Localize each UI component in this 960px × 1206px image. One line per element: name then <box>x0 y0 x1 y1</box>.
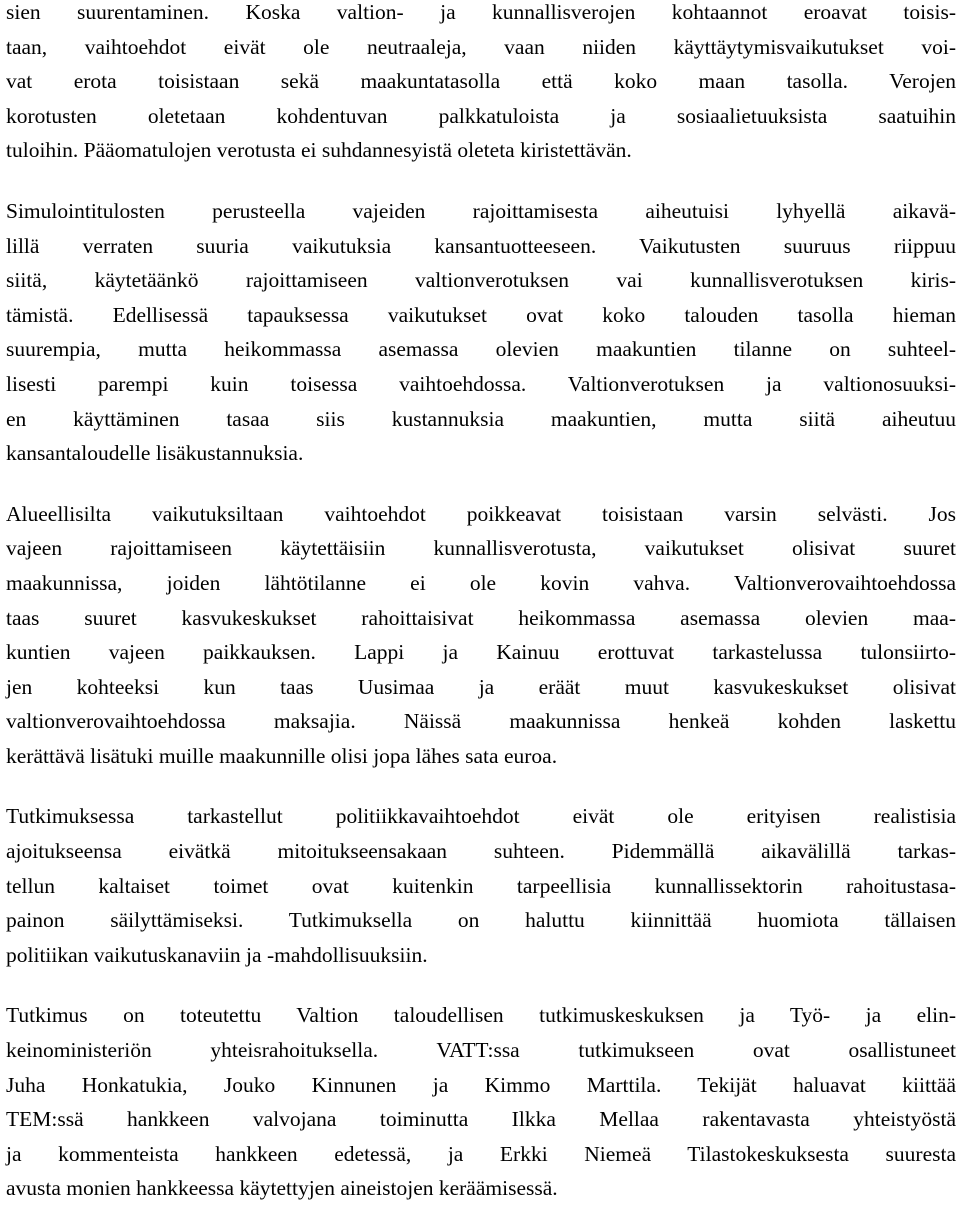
document-page <box>6 0 956 1206</box>
text-line: kuntien vajeen paikkauksen. Lappi ja Kainuu erottuvat tarkastelussa tulonsiirto- <box>6 640 956 665</box>
paragraph-gap <box>6 773 956 799</box>
paragraph-gap <box>6 471 956 497</box>
text-line: jen kohteeksi kun taas Uusimaa ja eräät muut kasvukeskukset olisivat <box>6 674 956 699</box>
text-line: keinoministeriön yhteisrahoituksella. VATT:ssa tutkimukseen ovat osallistuneet <box>6 1038 956 1063</box>
text-line: Tutkimuksessa tarkastellut politiikkavaihtoehdot eivät ole erityisen realistisia <box>6 804 956 829</box>
paragraph-4 <box>6 799 956 972</box>
text-line: Juha Honkatukia, Jouko Kinnunen ja Kimmo Marttila. Tekijät haluavat kiittää <box>6 1072 956 1097</box>
text-line: politiikan vaikutuskanaviin ja -mahdollisuuksiin. <box>6 942 428 967</box>
text-line: tellun kaltaiset toimet ovat kuitenkin tarpeellisia kunnallissektorin rahoitustasa- <box>6 873 956 898</box>
text-line: valtionverovaihtoehdossa maksajia. Näissä maakunnissa henkeä kohden laskettu <box>6 709 956 734</box>
text-line: tämistä. Edellisessä tapauksessa vaikutukset ovat koko talouden tasolla hieman <box>6 302 956 327</box>
text-line: avusta monien hankkeessa käytettyjen aineistojen keräämisessä. <box>6 1176 558 1201</box>
text-line: korotusten oletetaan kohdentuvan palkkatuloista ja sosiaalietuuksista saatuihin <box>6 103 956 128</box>
text-line: kansantaloudelle lisäkustannuksia. <box>6 441 304 466</box>
text-line: kerättävä lisätuki muille maakunnille olisi jopa lähes sata euroa. <box>6 743 558 768</box>
text-line: sien suurentaminen. Koska valtion- ja kunnallisverojen kohtaannot eroavat toisis- <box>6 0 956 24</box>
text-line: lisesti parempi kuin toisessa vaihtoehdossa. Valtionverotuksen ja valtionosuuksi- <box>6 371 956 396</box>
text-line: maakunnissa, joiden lähtötilanne ei ole kovin vahva. Valtionverovaihtoehdossa <box>6 570 956 595</box>
paragraph-5 <box>6 998 956 1206</box>
text-line: taan, vaihtoehdot eivät ole neutraaleja, vaan niiden käyttäytymisvaikutukset voi- <box>6 34 956 59</box>
text-line: painon säilyttämiseksi. Tutkimuksella on haluttu kiinnittää huomiota tällaisen <box>6 908 956 933</box>
text-line: TEM:ssä hankkeen valvojana toiminutta Ilkka Mellaa rakentavasta yhteistyöstä <box>6 1107 956 1132</box>
text-line: siitä, käytetäänkö rajoittamiseen valtionverotuksen vai kunnallisverotuksen kiris- <box>6 268 956 293</box>
text-line: Simulointitulosten perusteella vajeiden rajoittamisesta aiheutuisi lyhyellä aikavä- <box>6 198 956 223</box>
text-line: vat erota toisistaan sekä maakuntatasolla että koko maan tasolla. Verojen <box>6 69 956 94</box>
text-line: vajeen rajoittamiseen käytettäisiin kunnallisverotusta, vaikutukset olisivat suuret <box>6 536 956 561</box>
text-line: taas suuret kasvukeskukset rahoittaisivat heikommassa asemassa olevien maa- <box>6 605 956 630</box>
text-line: ajoitukseensa eivätkä mitoitukseensakaan suhteen. Pidemmällä aikavälillä tarkas- <box>6 839 956 864</box>
paragraph-1 <box>6 0 956 168</box>
text-line: Tutkimus on toteutettu Valtion taloudellisen tutkimuskeskuksen ja Työ- ja elin- <box>6 1003 956 1028</box>
text-line: tuloihin. Pääomatulojen verotusta ei suhdannesyistä oleteta kiristettävän. <box>6 138 632 163</box>
text-line: suurempia, mutta heikommassa asemassa olevien maakuntien tilanne on suhteel- <box>6 337 956 362</box>
paragraph-gap <box>6 168 956 194</box>
paragraph-2 <box>6 194 956 471</box>
paragraph-gap <box>6 972 956 998</box>
text-line: en käyttäminen tasaa siis kustannuksia maakuntien, mutta siitä aiheutuu <box>6 406 956 431</box>
text-line: ja kommenteista hankkeen edetessä, ja Erkki Niemeä Tilastokeskuksesta suuresta <box>6 1141 956 1166</box>
text-line: Alueellisilta vaikutuksiltaan vaihtoehdot poikkeavat toisistaan varsin selvästi. Jos <box>6 501 956 526</box>
text-line: lillä verraten suuria vaikutuksia kansantuotteeseen. Vaikutusten suuruus riippuu <box>6 233 956 258</box>
paragraph-3 <box>6 497 956 774</box>
